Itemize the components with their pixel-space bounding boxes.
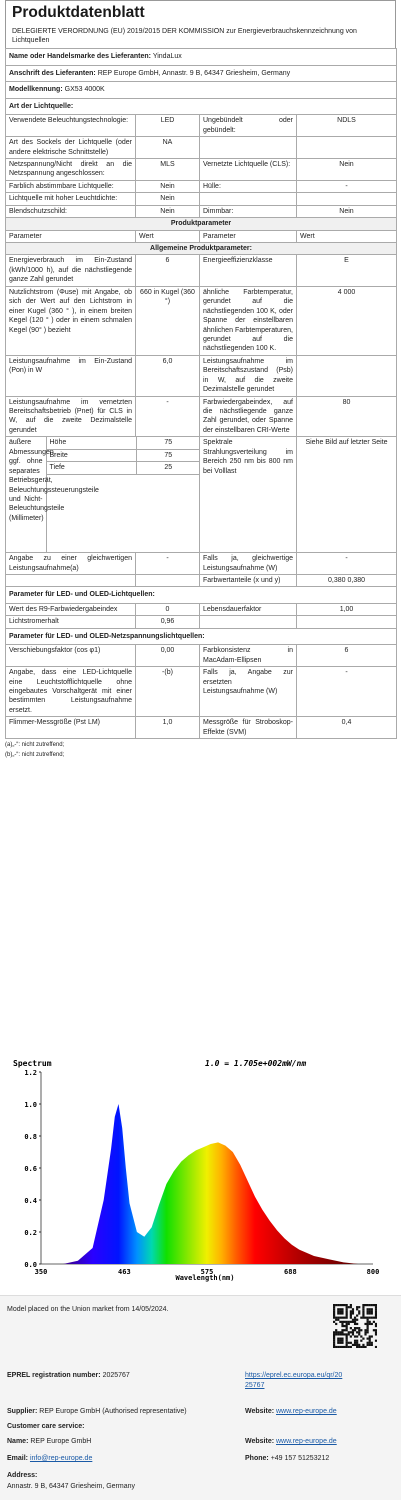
type-header-row — [6, 98, 397, 114]
type-row — [6, 115, 397, 137]
mains-row — [6, 645, 397, 667]
x-tick-label: 350 — [34, 1268, 48, 1276]
oled-v1: 0 — [136, 603, 200, 615]
oled-row — [6, 616, 397, 628]
supplier-label: Supplier: — [7, 1408, 38, 1415]
type-row — [6, 158, 397, 180]
phone-label: Phone: — [245, 1455, 269, 1462]
dims-l2: Spektrale Strahlungsverteilung im Bereich 250 nm bis 800 nm bei Volllast — [200, 437, 297, 553]
brand-row — [6, 49, 397, 65]
general-v2: 4 000 — [297, 286, 397, 355]
type-l2 — [200, 193, 297, 205]
general-header-row — [6, 243, 397, 255]
type-row — [6, 180, 397, 192]
eprel-link-line-1[interactable]: https://eprel.ec.europa.eu/qr/20 — [245, 1372, 343, 1379]
email-label: Email: — [7, 1455, 29, 1462]
name-label: Name: — [7, 1438, 29, 1445]
general-l1: Leistungsaufnahme im Ein-Zustand (Pon) in W — [6, 355, 136, 396]
y-tick-label: 0.6 — [24, 1165, 37, 1173]
dims-name-0: Höhe — [46, 437, 136, 449]
general-v1: 660 in Kugel (360 °) — [136, 286, 200, 355]
equiv-rows — [6, 553, 397, 587]
eprel-section — [0, 1295, 401, 1500]
mains-l1: Angabe, dass eine LED-Lichtquelle eine Leuchtstofflichtquelle ohne eingebautes Vorschaltgerät mit einer bestimmten Leistungsaufnahme ersetzt. — [6, 667, 136, 717]
mains-l2: Messgröße für Stroboskop-Effekte (SVM) — [200, 717, 297, 739]
type-row — [6, 137, 397, 159]
equiv-l1: Angabe zu einer gleichwertigen Leistungsaufnahme(a) — [6, 553, 136, 575]
dims-v2: Siehe Bild auf letzter Seite — [297, 437, 397, 553]
y-tick-label: 0.8 — [24, 1133, 37, 1141]
x-tick-label: 688 — [284, 1268, 297, 1276]
type-l2: Hülle: — [200, 180, 297, 192]
reg-label: EPREL registration number: — [7, 1372, 101, 1379]
data-table — [5, 48, 397, 739]
oled-v1: 0,96 — [136, 616, 200, 628]
dims-label: äußere Abmessungen, ggf. ohne separates Betriebsgerät, Beleuchtungssteuerungsteile und Nicht-Beleuchtungsteile (Millimeter) — [6, 437, 46, 552]
mains-header-row — [6, 628, 397, 644]
general-v2: 80 — [297, 396, 397, 437]
footnote-a: (a)„-“: nicht zutreffend; — [5, 742, 65, 749]
y-tick-label: 0.0 — [24, 1261, 37, 1269]
address-row — [6, 65, 397, 81]
x-tick-label: 800 — [366, 1268, 380, 1276]
y-tick-label: 0.2 — [24, 1229, 37, 1237]
type-v1: Nein — [136, 205, 200, 217]
general-v1: - — [136, 396, 200, 437]
type-v1: Nein — [136, 180, 200, 192]
model-row — [6, 82, 397, 98]
product-params-header: Produktparameter — [6, 218, 397, 230]
chart-title: Spectrum — [13, 1059, 52, 1068]
column-header-row — [6, 230, 397, 242]
mains-v2: - — [297, 667, 397, 717]
type-rows — [6, 115, 397, 218]
col-value-2: Wert — [297, 230, 397, 242]
type-row — [6, 193, 397, 205]
title-box — [5, 0, 396, 48]
x-axis-label: Wavelength(nm) — [175, 1274, 235, 1282]
type-l1: Lichtquelle mit hoher Leuchtdichte: — [6, 193, 136, 205]
mains-l1: Verschiebungsfaktor (cos φ1) — [6, 645, 136, 667]
type-header: Art der Lichtquelle: — [6, 98, 397, 114]
type-l1: Farblich abstimmbare Lichtquelle: — [6, 180, 136, 192]
oled-header-row — [6, 587, 397, 603]
mains-v2: 0,4 — [297, 717, 397, 739]
general-l1: Nutzlichtstrom (Φuse) mit Angabe, ob sich der Wert auf den Lichtstrom in einer Kugel (360 ° ), in einem breiten Kegel (120 ° ) oder in einem schmalen Kegel (90° ) bezieht — [6, 286, 136, 355]
general-row — [6, 255, 397, 286]
general-l2: Leistungsaufnahme im Bereitschaftszustand (Psb) in W, auf die zweite Dezimalstelle gerundet — [200, 355, 297, 396]
equiv-v2: 0,380 0,380 — [297, 575, 397, 587]
oled-l2 — [200, 616, 297, 628]
equiv-l2: Falls ja, gleichwertige Leistungsaufnahme (W) — [200, 553, 297, 575]
equiv-row — [6, 553, 397, 575]
x-tick-label: 463 — [118, 1268, 131, 1276]
address-label-eprel: Address: — [7, 1472, 38, 1479]
type-v1: MLS — [136, 158, 200, 180]
oled-row — [6, 603, 397, 615]
general-header: Allgemeine Produktparameter: — [6, 243, 397, 255]
dims-name-1: Breite — [46, 449, 136, 461]
sheet-title: Produktdatenblatt — [12, 4, 145, 21]
mains-v2: 6 — [297, 645, 397, 667]
general-rows — [6, 255, 397, 437]
type-l1: Netzspannung/Nicht direkt an die Netzspannung angeschlossen: — [6, 158, 136, 180]
type-l2: Ungebündelt oder gebündelt: — [200, 115, 297, 137]
type-l2: Dimmbar: — [200, 205, 297, 217]
general-v2: E — [297, 255, 397, 286]
phone-value: +49 157 51253212 — [270, 1455, 330, 1462]
type-v1: NA — [136, 137, 200, 159]
mains-l2: Farbkonsistenz in MacAdam-Ellipsen — [200, 645, 297, 667]
general-l2: Farbwiedergabeindex, auf die nächstliegende ganze Zahl gerundet, oder Spanne der einstellbaren CRI-Werte — [200, 396, 297, 437]
oled-rows — [6, 603, 397, 628]
spectrum-chart — [5, 1052, 396, 1282]
general-l2: Energieeffizienzklasse — [200, 255, 297, 286]
mains-row — [6, 667, 397, 717]
type-v2 — [297, 137, 397, 159]
qr-code-icon[interactable] — [333, 1304, 377, 1348]
sheet-subtitle: DELEGIERTE VERORDNUNG (EU) 2019/2015 DER KOMMISSION zur Energieverbrauchskennzeichnung von Lichtquellen — [12, 27, 357, 45]
y-tick-label: 1.2 — [24, 1069, 37, 1077]
general-row — [6, 286, 397, 355]
oled-l2: Lebensdauerfaktor — [200, 603, 297, 615]
col-param-1: Parameter — [6, 230, 136, 242]
dims-value-2: 25 — [136, 462, 200, 474]
y-tick-label: 0.4 — [24, 1197, 37, 1205]
mains-v1: 0,00 — [136, 645, 200, 667]
mains-v1: 1,0 — [136, 717, 200, 739]
equiv-v1: - — [136, 553, 200, 575]
equiv-l2: Farbwertanteile (x und y) — [200, 575, 297, 587]
model-label: Modellkennung: — [9, 86, 63, 94]
general-l1: Leistungsaufnahme im vernetzten Bereitschaftsbetrieb (Pnet) für CLS in W, auf die zweite Dezimalstelle gerundet — [6, 396, 136, 437]
type-l1: Art des Sockels der Lichtquelle (oder andere elektrische Schnittstelle) — [6, 137, 136, 159]
general-v1: 6,0 — [136, 355, 200, 396]
equiv-row — [6, 575, 397, 587]
equiv-v2: - — [297, 553, 397, 575]
reg-value: 2025767 — [102, 1372, 130, 1379]
oled-v2: 1,00 — [297, 603, 397, 615]
mains-rows — [6, 645, 397, 739]
oled-l1: Lichtstromerhalt — [6, 616, 136, 628]
oled-header: Parameter für LED- und OLED-Lichtquellen: — [6, 587, 397, 603]
general-row — [6, 355, 397, 396]
chart-annotation: 1.0 = 1.705e+002mW/nm — [205, 1059, 307, 1068]
eprel-link-line-2[interactable]: 25767 — [245, 1382, 265, 1390]
spectrum-area — [63, 1104, 358, 1264]
website-label: Website: — [245, 1408, 275, 1415]
type-v2: NDLS — [297, 115, 397, 137]
type-v2 — [297, 193, 397, 205]
type-l1: Blendschutzschild: — [6, 205, 136, 217]
type-l1: Verwendete Beleuchtungstechnologie: — [6, 115, 136, 137]
brand-label: Name oder Handelsmarke des Lieferanten: — [9, 53, 151, 61]
dims-value-1: 75 — [136, 449, 200, 461]
y-tick-label: 1.0 — [24, 1101, 37, 1109]
type-row — [6, 205, 397, 217]
address-value-eprel: Annastr. 9 B, 64347 Griesheim, Germany — [7, 1483, 136, 1490]
type-v2: Nein — [297, 158, 397, 180]
oled-l1: Wert des R9-Farbwiedergabeindex — [6, 603, 136, 615]
email-link[interactable]: info@rep-europe.de — [29, 1455, 93, 1462]
placed-text: Model placed on the Union market from 14/05/2024. — [7, 1306, 169, 1313]
footnote-b: (b)„-“: nicht zutreffend; — [5, 752, 65, 759]
general-v2 — [297, 355, 397, 396]
model-value: GX53 4000K — [64, 86, 105, 94]
mains-row — [6, 717, 397, 739]
type-v1: LED — [136, 115, 200, 137]
name-value: REP Europe GmbH — [30, 1438, 92, 1445]
brand-value: YindaLux — [152, 53, 182, 61]
dims-name-2: Tiefe — [46, 462, 136, 474]
mains-header: Parameter für LED- und OLED-Netzspannungslichtquellen: — [6, 628, 397, 644]
type-v2: Nein — [297, 205, 397, 217]
dims-row — [6, 437, 397, 553]
mains-v1: -(b) — [136, 667, 200, 717]
eprel-link[interactable] — [245, 1371, 342, 1391]
website-link[interactable]: www.rep-europe.de — [276, 1408, 337, 1415]
oled-v2 — [297, 616, 397, 628]
type-l2: Vernetzte Lichtquelle (CLS): — [200, 158, 297, 180]
address-label: Anschrift des Lieferanten: — [9, 69, 96, 77]
product-data-sheet — [5, 0, 396, 759]
general-v1: 6 — [136, 255, 200, 286]
general-l2: ähnliche Farbtemperatur, gerundet auf die nächstliegenden 100 K, oder Spanne der einstellbaren ähnlichen Farbtemperaturen, gerundet auf die nächstliegenden 100 K. — [200, 286, 297, 355]
spectrum-svg — [5, 1052, 396, 1282]
supplier-value: REP Europe GmbH (Authorised representative) — [39, 1408, 187, 1415]
product-params-row — [6, 218, 397, 230]
website2-label: Website: — [245, 1438, 275, 1445]
care-label: Customer care service: — [7, 1423, 85, 1430]
x-tick-label: 575 — [200, 1268, 214, 1276]
address-value: REP Europe GmbH, Annastr. 9 B, 64347 Griesheim, Germany — [97, 69, 291, 77]
dims-value-0: 75 — [136, 437, 200, 449]
dims-table — [6, 437, 200, 552]
mains-l2: Falls ja, Angabe zur ersetzten Leistungsaufnahme (W) — [200, 667, 297, 717]
mains-l1: Flimmer-Messgröße (Pst LM) — [6, 717, 136, 739]
col-param-2: Parameter — [200, 230, 297, 242]
type-v1: Nein — [136, 193, 200, 205]
type-l2 — [200, 137, 297, 159]
general-l1: Energieverbrauch im Ein-Zustand (kWh/1000 h), auf die nächstliegende ganze Zahl gerundet — [6, 255, 136, 286]
general-row — [6, 396, 397, 437]
type-v2: - — [297, 180, 397, 192]
website2-link[interactable]: www.rep-europe.de — [276, 1438, 337, 1445]
col-value-1: Wert — [136, 230, 200, 242]
equiv-l1 — [6, 575, 136, 587]
equiv-v1 — [136, 575, 200, 587]
